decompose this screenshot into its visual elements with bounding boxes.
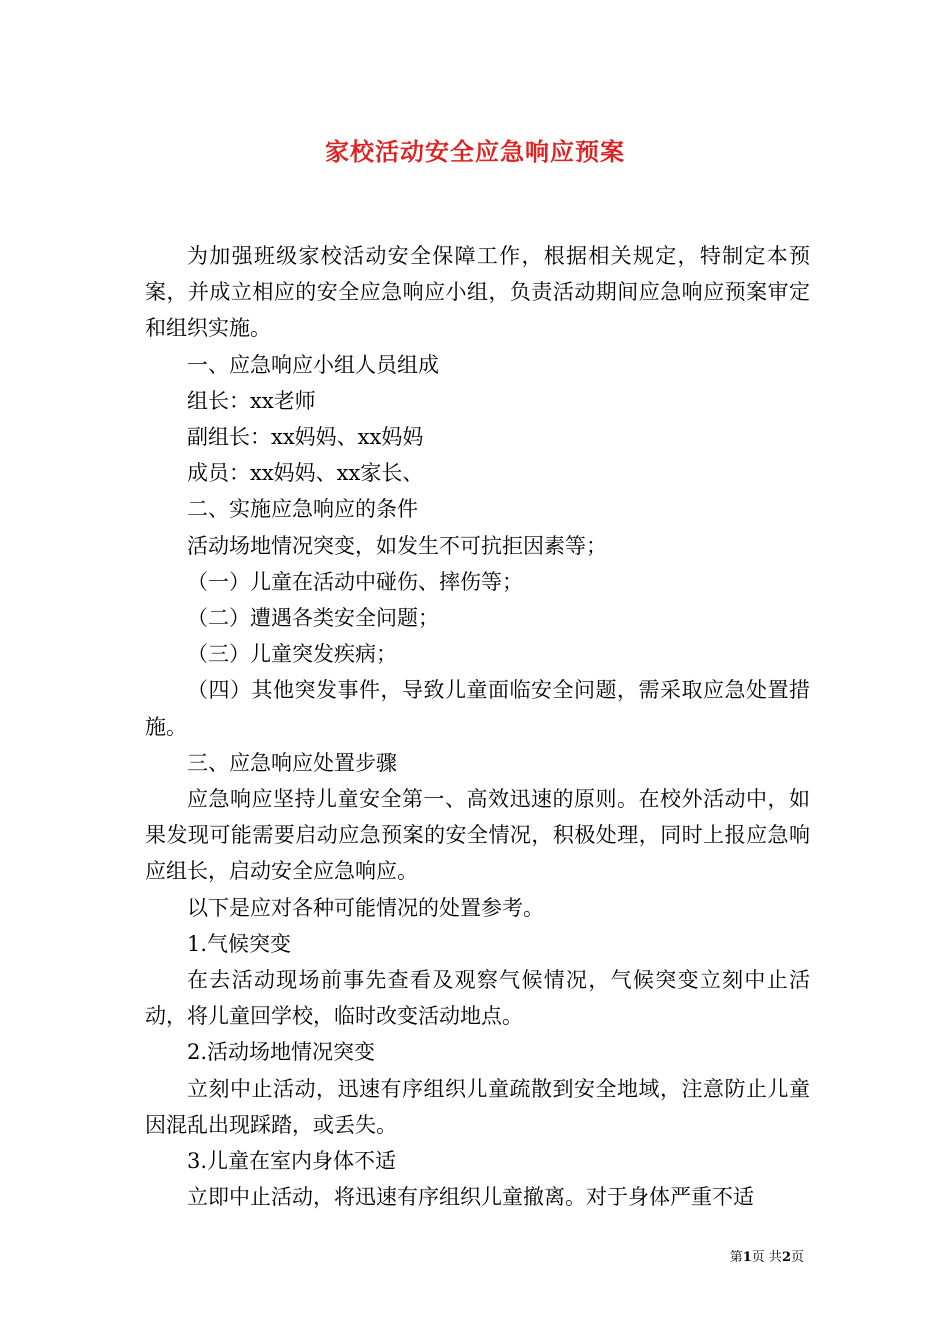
paragraph: 应急响应坚持儿童安全第一、高效迅速的原则。在校外活动中，如果发现可能需要启动应急预案的安全情况，积极处理，同时上报应急响应组长，启动安全应急响应。 [145,787,810,884]
paragraph: 副组长：xx妈妈、xx妈妈 [187,425,424,450]
paragraph: 以下是应对各种可能情况的处置参考。 [187,895,544,920]
paragraph: 组长：xx老师 [187,388,316,413]
paragraph: 在去活动现场前事先查看及观察气候情况，气候突变立刻中止活动，将儿童回学校，临时改变活动地点。 [145,968,810,1029]
footer-prefix: 第 [729,1250,743,1265]
subsection-heading: 1.气候突变 [187,931,292,956]
footer-middle: 页 共 [751,1250,782,1265]
list-item: （四）其他突发事件，导致儿童面临安全问题，需采取应急处置措施。 [145,678,810,739]
paragraph: 立即中止活动，将迅速有序组织儿童撤离。对于身体严重不适 [187,1185,754,1210]
document-title: 家校活动安全应急响应预案 [325,137,625,166]
paragraph: 活动场地情况突变，如发生不可抗拒因素等； [187,533,607,558]
section-heading: 一、应急响应小组人员组成 [187,352,439,377]
paragraph: 为加强班级家校活动安全保障工作，根据相关规定，特制定本预案，并成立相应的安全应急响应小组，负责活动期间应急响应预案审定和组织实施。 [145,244,810,341]
paragraph: 成员：xx妈妈、xx家长、 [187,461,424,486]
list-item: （三）儿童突发疾病； [187,642,397,667]
section-heading: 二、实施应急响应的条件 [187,497,418,522]
footer-suffix: 页 [790,1250,804,1265]
page-footer [730,1246,804,1265]
document-body [145,238,810,1215]
footer-page-total: 2 [781,1250,791,1265]
list-item: （二）遭遇各类安全问题； [187,606,439,631]
paragraph: 立刻中止活动，迅速有序组织儿童疏散到安全地域，注意防止儿童因混乱出现踩踏，或丢失。 [145,1076,810,1137]
subsection-heading: 3.儿童在室内身体不适 [187,1149,397,1174]
list-item: （一）儿童在活动中碰伤、摔伤等； [187,569,523,594]
section-heading: 三、应急响应处置步骤 [187,750,397,775]
footer-page-number: 1 [742,1250,752,1265]
subsection-heading: 2.活动场地情况突变 [187,1040,376,1065]
